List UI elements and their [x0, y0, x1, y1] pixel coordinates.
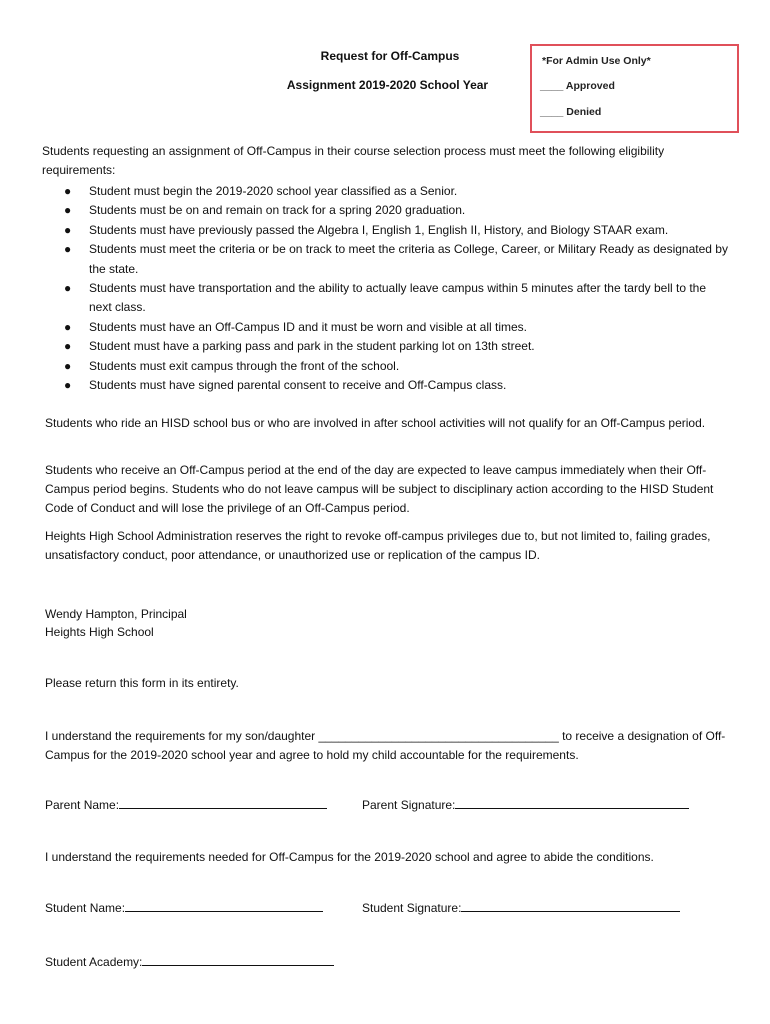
requirement-text: Students must have signed parental consent to receive and Off-Campus class.	[89, 378, 507, 393]
list-item	[60, 221, 730, 240]
parent-statement: I understand the requirements for my son/daughter ____________________________________ to receive a designation of Off-Campus for the 2019-2020 school year and agree to hold my child accountable for the requirements.	[45, 729, 726, 762]
requirement-text: Student must begin the 2019-2020 school year classified as a Senior.	[89, 184, 458, 198]
bullet-icon: ●	[64, 242, 72, 257]
principal-signoff	[45, 605, 735, 641]
student-academy-line[interactable]	[142, 954, 334, 966]
requirement-text: Students must have an Off-Campus ID and it must be worn and visible at all times.	[89, 319, 527, 334]
student-academy-field[interactable]	[45, 954, 334, 969]
requirement-text: Students must meet the criteria or be on track to meet the criteria as College, Career, or Military Ready as designated by the state.	[89, 242, 728, 276]
list-item	[60, 318, 730, 337]
requirement-text: Student must have a parking pass and park in the student parking lot on 13th street.	[89, 339, 535, 354]
requirement-text: Students must be on and remain on track for a spring 2020 graduation.	[89, 203, 466, 218]
student-name-label: Student Name:	[45, 901, 126, 915]
requirement-text: Students must have transportation and the ability to actually leave campus within 5 minutes after the tardy bell to the next class.	[89, 281, 707, 315]
requirement-text: Students must have previously passed the Algebra I, English 1, English II, History, and Biology STAAR exam.	[89, 222, 669, 237]
list-item	[60, 240, 730, 279]
bullet-icon: ●	[64, 184, 72, 198]
student-statement: I understand the requirements needed for Off-Campus for the 2019-2020 school and agree to abide the conditions.	[45, 850, 654, 864]
list-item	[60, 357, 730, 376]
admin-approved-field[interactable]: ____ Approved	[540, 80, 615, 92]
student-name-field[interactable]	[45, 900, 323, 915]
student-signature-label: Student Signature:	[362, 901, 462, 915]
student-academy-label: Student Academy:	[45, 955, 143, 969]
return-note: Please return this form in its entirety.	[45, 676, 239, 690]
revoke-paragraph: Heights High School Administration reserves the right to revoke off-campus privileges due to, but not limited to, failing grades, unsatisfactory conduct, poor attendance, or unauthorized use or replication of the campus ID.	[45, 529, 711, 562]
student-signature-line[interactable]	[461, 900, 680, 912]
form-subtitle: Assignment 2019-2020 School Year	[286, 78, 489, 92]
parent-name-line[interactable]	[119, 797, 327, 809]
list-item	[60, 201, 730, 220]
end-of-day-paragraph: Students who receive an Off-Campus period at the end of the day are expected to leave campus immediately when their Off-Campus period begins. Students who do not leave campus will be subject to disciplinary action according to the HISD Student Code of Conduct and will lose the privilege of an Off-Campus period.	[45, 463, 714, 515]
bullet-icon: ●	[64, 339, 72, 354]
parent-name-label: Parent Name:	[45, 798, 120, 812]
bullet-icon: ●	[64, 378, 72, 393]
intro-paragraph: Students requesting an assignment of Off-Campus in their course selection process must meet the following eligibility requirements:	[42, 144, 665, 177]
bullet-icon: ●	[64, 222, 72, 237]
parent-signature-label: Parent Signature:	[362, 798, 456, 812]
student-name-line[interactable]	[125, 900, 323, 912]
student-signature-field[interactable]	[362, 900, 680, 915]
principal-name: Wendy Hampton, Principal	[45, 607, 187, 621]
list-item	[60, 337, 730, 356]
form-title: Request for Off-Campus	[320, 49, 460, 63]
list-item	[60, 376, 730, 395]
bus-paragraph: Students who ride an HISD school bus or who are involved in after school activities will not qualify for an Off-Campus period.	[45, 416, 706, 430]
parent-signature-field[interactable]	[362, 797, 689, 812]
school-name: Heights High School	[45, 625, 154, 639]
admin-use-box	[530, 44, 739, 133]
parent-signature-line[interactable]	[455, 797, 689, 809]
admin-box-title: *For Admin Use Only*	[542, 55, 651, 67]
parent-name-field[interactable]	[45, 797, 327, 812]
list-item	[60, 182, 730, 201]
bullet-icon: ●	[64, 319, 72, 334]
bullet-icon: ●	[64, 358, 72, 373]
list-item	[60, 279, 730, 318]
admin-denied-field[interactable]: ____ Denied	[540, 106, 602, 118]
requirement-text: Students must exit campus through the front of the school.	[89, 358, 400, 373]
bullet-icon: ●	[64, 281, 72, 296]
requirements-list	[60, 182, 730, 395]
bullet-icon: ●	[64, 203, 72, 218]
